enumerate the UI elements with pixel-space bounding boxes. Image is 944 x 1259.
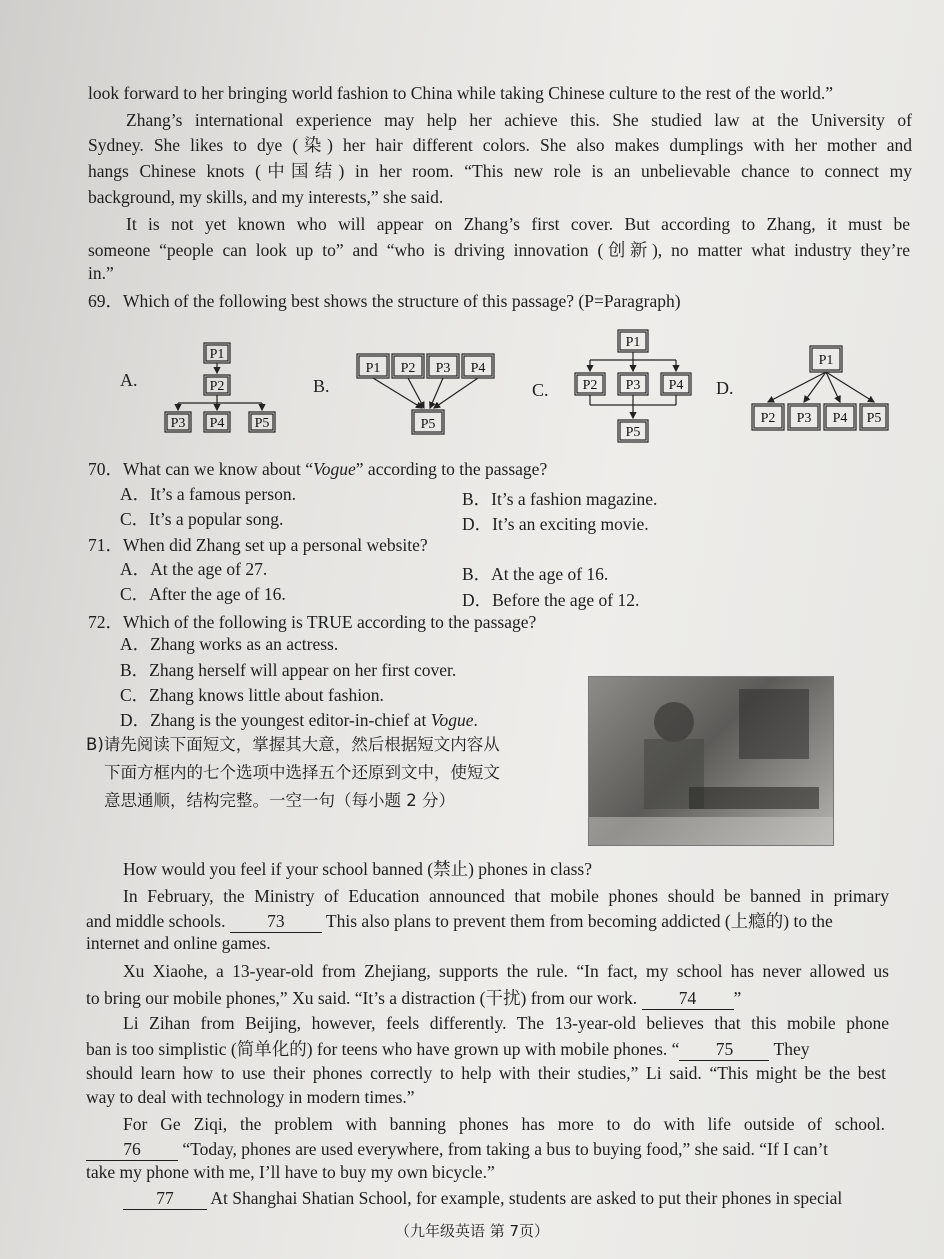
blank-75[interactable]: 75 — [679, 1038, 769, 1061]
box-label: P1 — [365, 361, 381, 376]
option-b-label[interactable]: B. — [313, 376, 330, 396]
passage-line: ban is too simplistic (简单化的) for teens who have grown up with mobile phones. “ 75 They — [86, 1039, 810, 1059]
section-b-instruction: 意思通顺，结构完整。一空一句（每小题 2 分） — [104, 791, 455, 810]
passage-line: Zhang’s international experience may help her achieve this. She studied law at the University of — [126, 110, 912, 130]
passage-line: to bring our mobile phones,” Xu said. “It’s a distraction (干扰) from our work. 74 ” — [86, 988, 742, 1008]
passage-line: in.” — [88, 263, 114, 283]
question-70-stem: 70．What can we know about “Vogue” according to the passage? — [88, 459, 548, 479]
passage-line: internet and online games. — [86, 933, 271, 953]
passage-line: 76 “Today, phones are used everywhere, from taking a bus to buying food,” she said. “If I can’t — [86, 1138, 828, 1161]
box-label: P2 — [209, 379, 225, 394]
passage-line: take my phone with me, I’ll have to buy my own bicycle.” — [86, 1162, 495, 1182]
passage-line: 77 At Shanghai Shatian School, for example, students are asked to put their phones in special — [123, 1187, 842, 1210]
q71-option-c[interactable]: C．After the age of 16. — [120, 584, 286, 604]
question-71-stem: 71．When did Zhang set up a personal website? — [88, 535, 428, 555]
passage-b-title: How would you feel if your school banned (禁止) phones in class? — [123, 859, 592, 879]
blank-73[interactable]: 73 — [230, 910, 322, 933]
page-footer: （九年级英语 第 7页） — [394, 1222, 550, 1240]
vogue-italic: Vogue — [313, 459, 356, 479]
box-label: P1 — [209, 347, 225, 362]
box-label: P4 — [832, 411, 848, 426]
passage-line: Sydney. She likes to dye (染) her hair different colors. She also makes dumplings with her mother and — [88, 135, 912, 155]
q72-option-a[interactable]: A．Zhang works as an actress. — [120, 634, 339, 654]
q72-option-b[interactable]: B．Zhang herself will appear on her first cover. — [120, 660, 457, 680]
question-72-stem: 72．Which of the following is TRUE according to the passage? — [88, 612, 537, 632]
passage-line: should learn how to use their phones correctly to help with their studies,” Li said. “This might be the best — [86, 1063, 886, 1083]
option-a-label[interactable]: A. — [120, 370, 138, 390]
box-label: P5 — [420, 417, 436, 432]
blank-74[interactable]: 74 — [642, 987, 734, 1010]
structure-diagrams — [0, 0, 944, 460]
box-label: P3 — [796, 411, 812, 426]
passage-line: Xu Xiaohe, a 13-year-old from Zhejiang, supports the rule. “In fact, my school has never allowed us — [123, 961, 889, 981]
passage-line: hangs Chinese knots (中国结) in her room. “This new role is an unbelievable chance to connect my — [88, 161, 912, 181]
box-label: P2 — [400, 361, 416, 376]
box-label: P3 — [435, 361, 451, 376]
passage-line: Li Zihan from Beijing, however, feels differently. The 13-year-old believes that this mobile phone — [123, 1013, 889, 1033]
box-label: P5 — [625, 425, 641, 440]
box-label: P5 — [254, 416, 270, 431]
box-label: P2 — [760, 411, 776, 426]
q70-option-a[interactable]: A．It’s a famous person. — [120, 484, 296, 504]
passage-line: look forward to her bringing world fashion to China while taking Chinese culture to the rest of the world.” — [88, 83, 834, 103]
q72-option-d[interactable]: D．Zhang is the youngest editor-in-chief at Vogue. — [120, 710, 478, 730]
passage-line: In February, the Ministry of Education announced that mobile phones should be banned in primary — [123, 886, 889, 906]
q70-option-b[interactable]: B．It’s a fashion magazine. — [462, 489, 658, 509]
passage-line: and middle schools. 73 This also plans to prevent them from becoming addicted (上瘾的) to the — [86, 911, 833, 931]
q71-option-a[interactable]: A．At the age of 27. — [120, 559, 268, 579]
box-label: P1 — [818, 353, 834, 368]
box-label: P1 — [625, 335, 641, 350]
option-d-label[interactable]: D. — [716, 378, 734, 398]
blank-76[interactable]: 76 — [86, 1138, 178, 1161]
box-label: P3 — [170, 416, 186, 431]
q70-option-c[interactable]: C．It’s a popular song. — [120, 509, 284, 529]
blank-77[interactable]: 77 — [123, 1187, 207, 1210]
section-b-instruction: B)请先阅读下面短文，掌握其大意，然后根据短文内容从 — [86, 735, 500, 754]
box-label: P4 — [668, 378, 684, 393]
passage-line: way to deal with technology in modern times.” — [86, 1087, 415, 1107]
q70-option-d[interactable]: D．It’s an exciting movie. — [462, 514, 649, 534]
passage-line: For Ge Ziqi, the problem with banning phones has more to do with life outside of school. — [123, 1114, 885, 1134]
q72-option-c[interactable]: C．Zhang knows little about fashion. — [120, 685, 384, 705]
box-label: P3 — [625, 378, 641, 393]
classroom-photo — [588, 676, 834, 846]
question-69-stem: 69．Which of the following best shows the structure of this passage? (P=Paragraph) — [88, 291, 681, 311]
box-label: P4 — [209, 416, 225, 431]
q71-option-d[interactable]: D．Before the age of 12. — [462, 590, 640, 610]
box-label: P2 — [582, 378, 598, 393]
passage-line: someone “people can look up to” and “who is driving innovation (创新), no matter what industry they’re — [88, 240, 910, 260]
passage-line: It is not yet known who will appear on Zhang’s first cover. But according to Zhang, it must be — [126, 214, 910, 234]
section-b-instruction: 下面方框内的七个选项中选择五个还原到文中，使短文 — [104, 763, 500, 782]
photo-illustration — [589, 677, 833, 845]
passage-line: background, my skills, and my interests,” she said. — [88, 187, 444, 207]
q71-option-b[interactable]: B．At the age of 16. — [462, 564, 609, 584]
box-label: P4 — [470, 361, 486, 376]
option-c-label[interactable]: C. — [532, 380, 549, 400]
box-label: P5 — [866, 411, 882, 426]
